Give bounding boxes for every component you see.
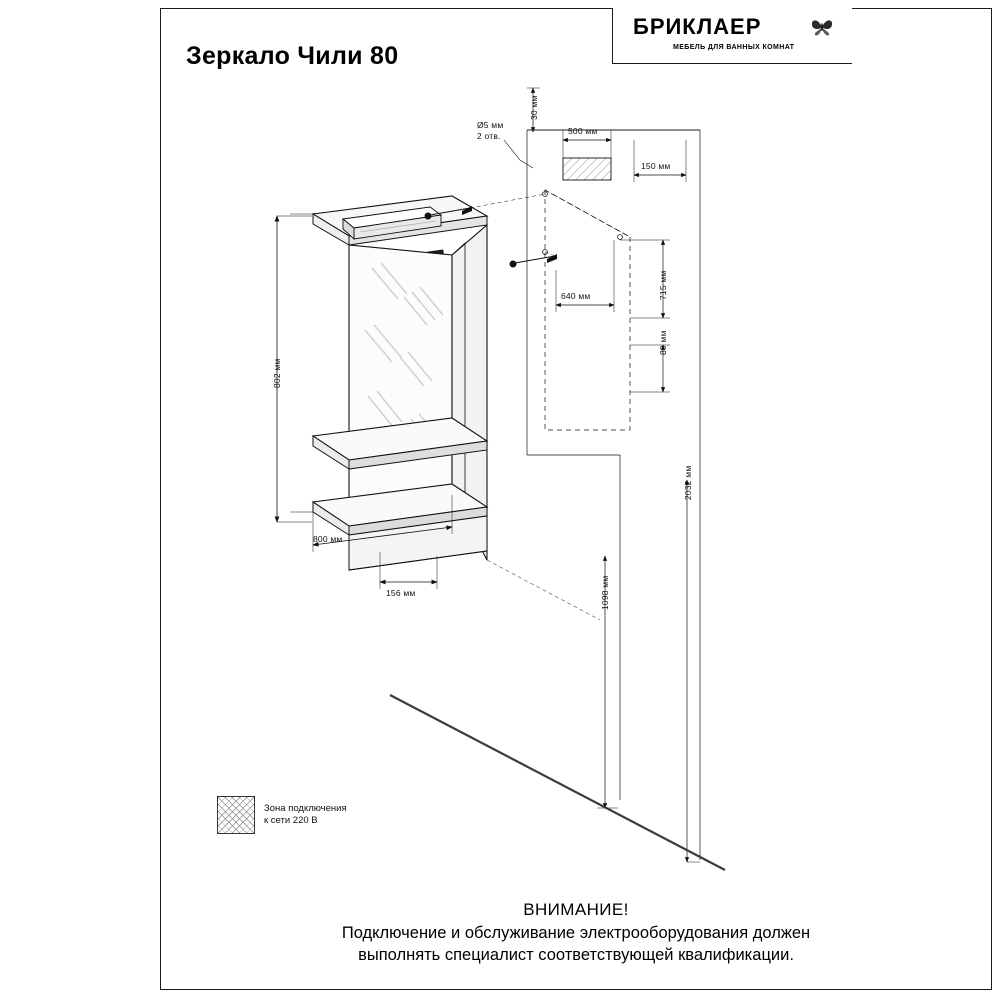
- warning-title: ВНИМАНИЕ!: [523, 900, 629, 919]
- warning-line-1: Подключение и обслуживание электрооборудования должен: [341, 924, 811, 942]
- dim-mirror-height: 802 мм: [272, 358, 282, 388]
- dim-floor-level: 1098 мм: [600, 575, 610, 610]
- dim-width-150: 150 мм: [641, 161, 671, 171]
- dim-height-715: 715 мм: [658, 270, 668, 300]
- dim-height-80: 80 мм: [658, 330, 668, 355]
- legend: [217, 796, 347, 834]
- dim-width-640: 640 мм: [561, 291, 591, 301]
- legend-line-2: к сети 220 В: [264, 815, 318, 826]
- dim-width-500: 500 мм: [568, 126, 598, 136]
- hatch-zone-icon: [217, 796, 255, 834]
- page-title: Зеркало Чили 80: [186, 42, 399, 70]
- dim-top-30: 30 мм: [529, 95, 539, 120]
- hole-note-line1: Ø5 мм: [477, 120, 504, 130]
- hole-note-line2: 2 отв.: [477, 131, 501, 141]
- dim-floor-to-mirror: 2032 мм: [683, 465, 693, 500]
- dim-depth: 156 мм: [386, 588, 416, 598]
- dim-shelf-width: 800 мм: [313, 534, 343, 544]
- brand-name: БРИКЛАЕР: [633, 14, 762, 39]
- warning-line-2: выполнять специалист соответствующей квалификации.: [358, 946, 794, 964]
- warning-block: [160, 900, 992, 966]
- brand-tagline: МЕБЕЛЬ ДЛЯ ВАННЫХ КОМНАТ: [673, 44, 795, 51]
- legend-line-1: Зона подключения: [264, 803, 347, 814]
- legend-text: [264, 803, 347, 827]
